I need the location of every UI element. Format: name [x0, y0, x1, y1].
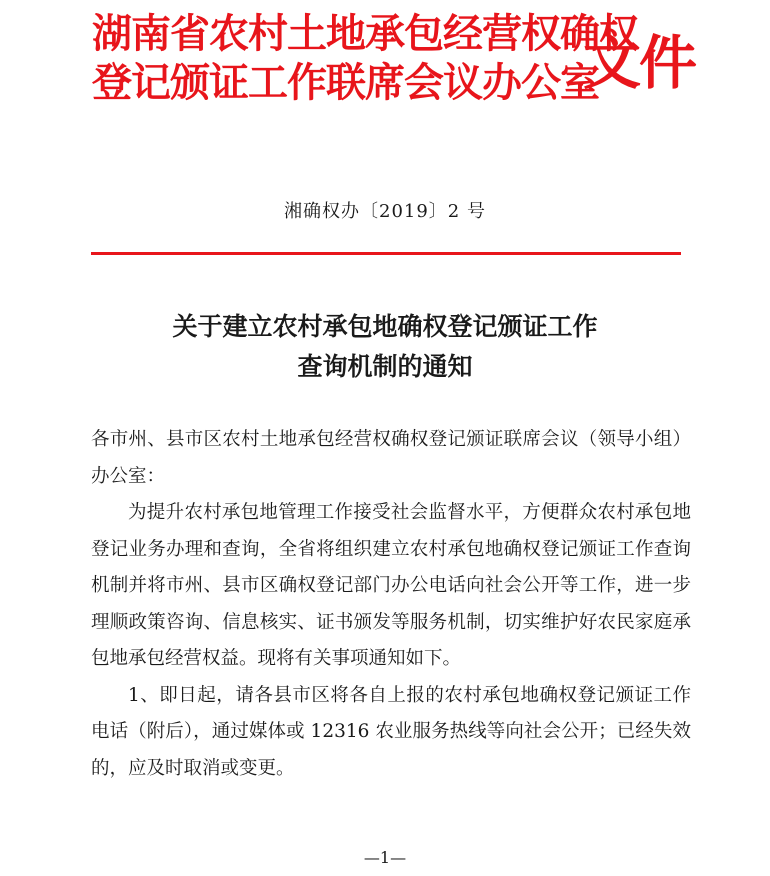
body-paragraph-1: 为提升农村承包地管理工作接受社会监督水平，方便群众农村承包地登记业务办理和查询，全省将组织建立农村承包地确权登记颁证工作查询机制并将市州、县市区确权登记部门办公电话向社会公开等工作，进一步理顺政策咨询、信息核实、证书颁发等服务机制，切实维护好农民家庭承包地承包经营权益。现将有关事项通知如下。	[91, 502, 691, 669]
notice-body	[91, 422, 691, 787]
body-paragraph-2: 1、即日起，请各县市区将各自上报的农村承包地确权登记颁证工作电话（附后），通过媒体或 12316 农业服务热线等向社会公开；已经失效的，应及时取消或变更。	[91, 684, 691, 779]
red-divider-line	[91, 252, 681, 255]
page-number: —1—	[363, 848, 407, 867]
issuing-office-line-2: 登记颁证工作联席会议办公室	[92, 60, 599, 106]
document-type-label: 文件	[583, 29, 696, 97]
notice-title	[0, 307, 770, 387]
notice-title-line-1: 关于建立农村承包地确权登记颁证工作	[172, 312, 598, 341]
notice-title-line-2: 查询机制的通知	[297, 352, 473, 381]
issuing-office-line-1: 湖南省农村土地承包经营权确权	[92, 11, 638, 57]
issuing-office-title	[92, 10, 638, 108]
salutation: 各市州、县市区农村土地承包经营权确权登记颁证联席会议（领导小组）办公室：	[91, 429, 691, 487]
document-number: 湘确权办〔2019〕2 号	[284, 201, 486, 222]
